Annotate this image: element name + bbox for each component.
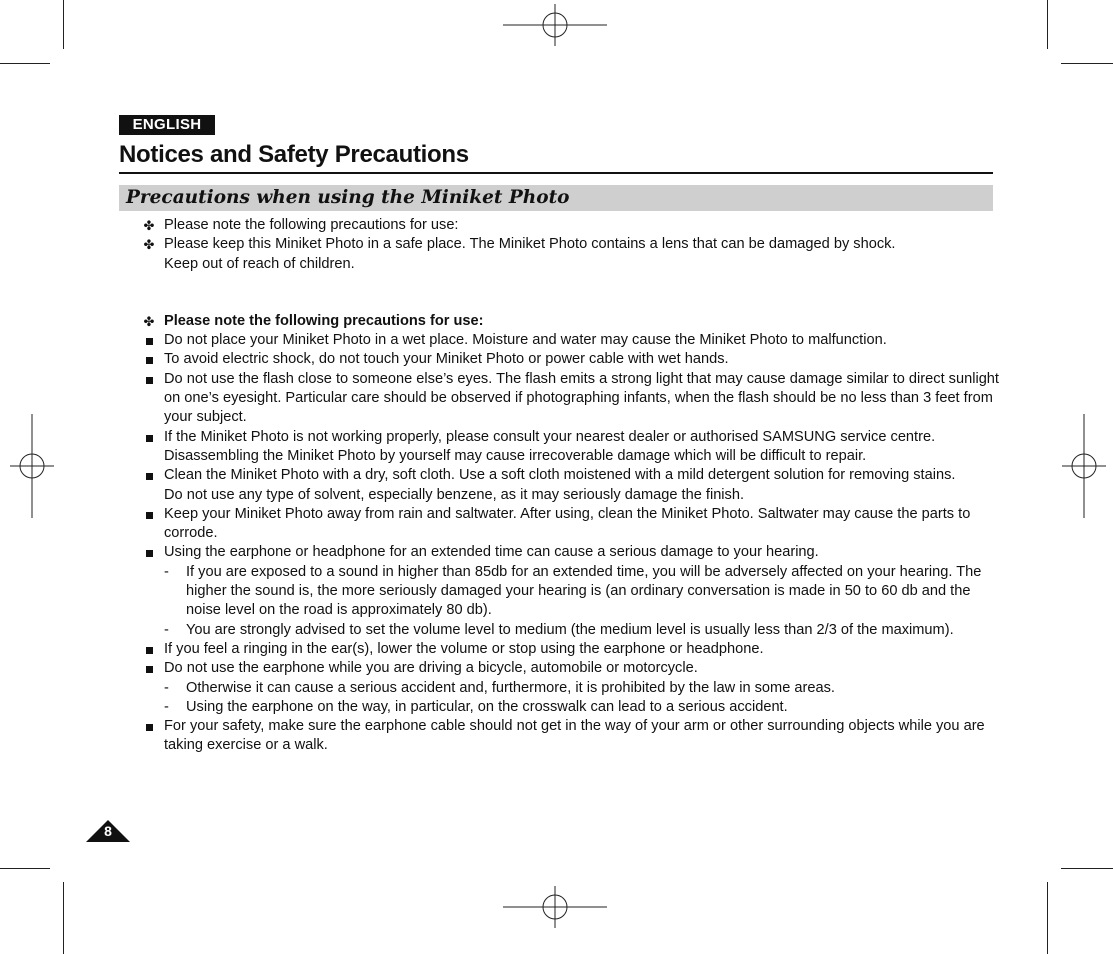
crop-mark: [1047, 0, 1048, 49]
list-item: [140, 640, 1000, 659]
list-item-extra: Do not use any type of solvent, especially benzene, as it may seriously damage the finish.: [164, 486, 745, 503]
registration-mark-left: [10, 414, 54, 518]
square-bullet-icon: [140, 717, 158, 736]
list-item-text: Do not use the earphone while you are driving a bicycle, automobile or motorcycle.: [164, 660, 698, 677]
cross-bullet-icon: ✤: [143, 313, 155, 329]
sub-list-item-text: Using the earphone on the way, in particular, on the crosswalk can lead to a serious accident.: [186, 698, 788, 715]
list-item-text: If you feel a ringing in the ear(s), lower the volume or stop using the earphone or headphone.: [164, 640, 764, 657]
square-bullet-icon: [140, 331, 158, 350]
sub-list-item-text: If you are exposed to a sound in higher than 85db for an extended time, you will be adversely affected on your hearing. The higher the sound is, the more seriously damaged your hearing is (an ordinary conversation is made in 50 to 60 db and the noise level on the road is approximately 80 db).: [186, 563, 982, 619]
registration-mark-top: [503, 4, 607, 46]
list-item-text: To avoid electric shock, do not touch your Miniket Photo or power cable with wet hands.: [164, 351, 729, 368]
square-bullet-icon: [140, 428, 158, 447]
list-item: [140, 543, 1000, 562]
dash-bullet: -: [164, 621, 169, 638]
section-title: Precautions when using the Miniket Photo: [126, 187, 570, 208]
list-item-text: Do not use the flash close to someone else’s eyes. The flash emits a strong light that may cause damage similar to direct sunlight on one’s eyesight. Particular care should be observed if photographing infants, when the flash should be no less than 3 feet from your subject.: [164, 370, 999, 426]
intro-text: Please keep this Miniket Photo in a safe place. The Miniket Photo contains a lens that can be damaged by shock.: [164, 236, 896, 253]
sub-list-item-text: Otherwise it can cause a serious accident and, furthermore, it is prohibited by the law in some areas.: [186, 679, 835, 696]
crop-mark: [63, 882, 64, 954]
cross-bullet-icon: ✤: [143, 237, 155, 253]
sub-list-item: [140, 621, 1000, 640]
list-item-text: Do not place your Miniket Photo in a wet place. Moisture and water may cause the Miniket Photo to malfunction.: [164, 332, 887, 349]
dash-bullet: -: [164, 698, 169, 715]
crop-mark: [1061, 63, 1113, 64]
intro-item: [140, 235, 1000, 274]
intro-text: Please note the following precautions for use:: [164, 217, 459, 233]
sub-list-item: [140, 679, 1000, 698]
intro-text: Keep out of reach of children.: [164, 255, 355, 272]
page-number: 8: [104, 823, 112, 839]
intro-item: [140, 216, 1000, 235]
sub-list-item-text: You are strongly advised to set the volume level to medium (the medium level is usually less than 2/3 of the maximum).: [186, 621, 954, 638]
list-item-text: If the Miniket Photo is not working properly, please consult your nearest dealer or authorised SAMSUNG service centre. Disassembling the Miniket Photo by yourself may cause irrecoverable damage which will be difficult to repair.: [164, 428, 936, 464]
square-bullet-icon: [140, 543, 158, 562]
precautions-heading-item: [140, 312, 1000, 331]
crop-mark: [0, 63, 50, 64]
registration-mark-bottom: [503, 886, 607, 928]
square-bullet-icon: [140, 505, 158, 524]
list-item: [140, 428, 1000, 467]
sub-list-item: [140, 698, 1000, 717]
list-item-text: Clean the Miniket Photo with a dry, soft cloth. Use a soft cloth moistened with a mild detergent solution for removing stains.: [164, 467, 956, 484]
list-item-text: Keep your Miniket Photo away from rain and saltwater. After using, clean the Miniket Photo. Saltwater may cause the parts to corrode.: [164, 505, 971, 542]
dash-bullet: -: [164, 679, 169, 696]
list-item: [140, 350, 1000, 369]
crop-mark: [1047, 882, 1048, 954]
list-item: [140, 717, 1000, 756]
section-header: [119, 185, 993, 211]
cross-bullet-icon: ✤: [143, 218, 155, 233]
list-item-text: For your safety, make sure the earphone cable should not get in the way of your arm or other surrounding objects while you are taking exercise or a walk.: [164, 718, 985, 754]
sub-list-item: [140, 563, 1000, 621]
square-bullet-icon: [140, 640, 158, 659]
list-item-text: Using the earphone or headphone for an extended time can cause a serious damage to your hearing.: [164, 544, 819, 561]
precautions-heading: Please note the following precautions for use:: [164, 312, 484, 329]
square-bullet-icon: [140, 659, 158, 678]
list-item: [140, 370, 1000, 428]
list-item: [140, 331, 1000, 350]
page-title: Notices and Safety Precautions: [119, 141, 469, 168]
registration-mark-right: [1062, 414, 1106, 518]
dash-bullet: -: [164, 563, 169, 580]
list-item: [140, 659, 1000, 678]
crop-mark: [0, 868, 50, 869]
content: [140, 216, 1000, 756]
crop-mark: [1061, 868, 1113, 869]
title-divider: [119, 172, 993, 174]
square-bullet-icon: [140, 350, 158, 369]
list-item: [140, 505, 1000, 544]
square-bullet-icon: [140, 370, 158, 389]
language-badge: ENGLISH: [119, 115, 215, 135]
list-item: [140, 466, 1000, 505]
crop-mark: [63, 0, 64, 49]
square-bullet-icon: [140, 466, 158, 485]
